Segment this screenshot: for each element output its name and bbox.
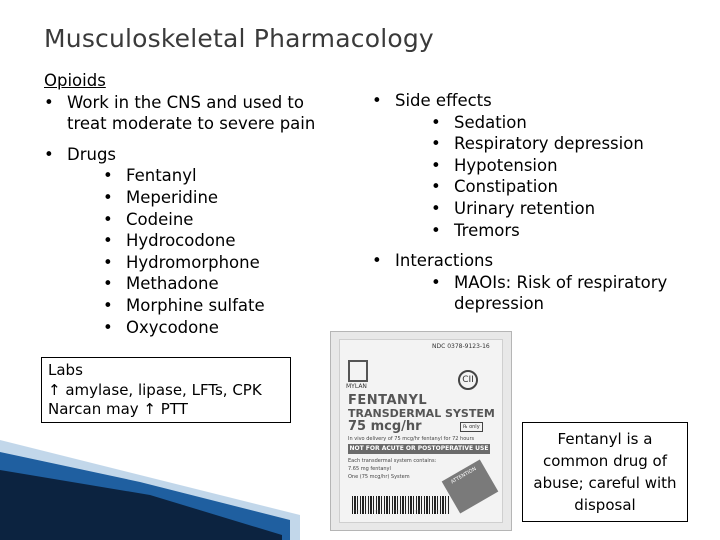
side-effects-label: Side effects (395, 91, 492, 110)
side-effect-item: • Sedation (395, 112, 702, 134)
list-item (44, 144, 344, 338)
side-effect-item: • Constipation (395, 176, 702, 198)
labs-line: Narcan may ↑ PTT (48, 400, 188, 418)
drug-name: FENTANYL (348, 393, 428, 408)
labs-line: ↑ amylase, lipase, LFTs, CPK (48, 380, 262, 399)
labs-heading: Labs (48, 361, 83, 379)
side-effects-list (395, 112, 702, 242)
opioids-list (44, 92, 344, 339)
drugs-list (67, 165, 344, 338)
brand-name: MYLAN (346, 383, 367, 390)
drug-item: • Meperidine (67, 187, 344, 209)
disposal-note-text: Fentanyl is a common drug of abuse; careful with disposal (533, 430, 677, 514)
drug-item: • Hydrocodone (67, 230, 344, 252)
drug-item: • Fentanyl (67, 165, 344, 187)
interactions-label: Interactions (395, 251, 494, 271)
side-effect-item: • Tremors (395, 220, 702, 242)
mylan-logo-icon (348, 360, 368, 382)
drugs-label: Drugs (67, 144, 117, 164)
effects-list (372, 90, 702, 315)
system-name: TRANSDERMAL SYSTEM (348, 407, 495, 420)
side-effect-item: • Respiratory depression (395, 133, 702, 155)
drug-item: • Methadone (67, 273, 344, 295)
schedule-badge: CII (458, 370, 478, 390)
opioids-column (44, 70, 344, 338)
interaction-item: • MAOIs: Risk of respiratory depression (395, 272, 702, 315)
count-line: One (75 mcg/hr) System (348, 474, 410, 480)
fentanyl-package-photo (330, 331, 512, 531)
contains-line: Each transdermal system contains: (348, 458, 437, 464)
dose-label: 75 mcg/hr (348, 419, 422, 434)
drug-item: • Hydromorphone (67, 252, 344, 274)
amount-line: 7.65 mg fentanyl (348, 466, 391, 472)
rx-only-badge: ℞ only (460, 422, 483, 432)
attention-sticker: ATTENTION (442, 459, 499, 513)
slide-title: Musculoskeletal Pharmacology (44, 24, 434, 53)
drug-item: • Morphine sulfate (67, 295, 344, 317)
cns-use-text: Work in the CNS and used to treat moderate to severe pain (67, 92, 316, 134)
ndc-code: NDC 0378-9123-16 (432, 343, 490, 350)
list-item (372, 90, 702, 241)
side-effect-item: • Hypotension (395, 155, 702, 177)
disposal-note-box (522, 422, 688, 522)
delivery-line: In vivo delivery of 75 mcg/hr fentanyl for 72 hours (348, 436, 475, 442)
drug-item: • Oxycodone (67, 317, 344, 339)
list-item (372, 250, 702, 315)
effects-column (372, 90, 702, 315)
opioids-heading: Opioids (44, 71, 106, 90)
side-effect-item: • Urinary retention (395, 198, 702, 220)
barcode-icon (352, 496, 450, 514)
package (339, 339, 503, 523)
list-item (44, 92, 344, 135)
labs-box (41, 357, 291, 423)
warning-banner: NOT FOR ACUTE OR POSTOPERATIVE USE (349, 445, 489, 452)
interactions-list (395, 272, 702, 315)
drug-item: • Codeine (67, 209, 344, 231)
